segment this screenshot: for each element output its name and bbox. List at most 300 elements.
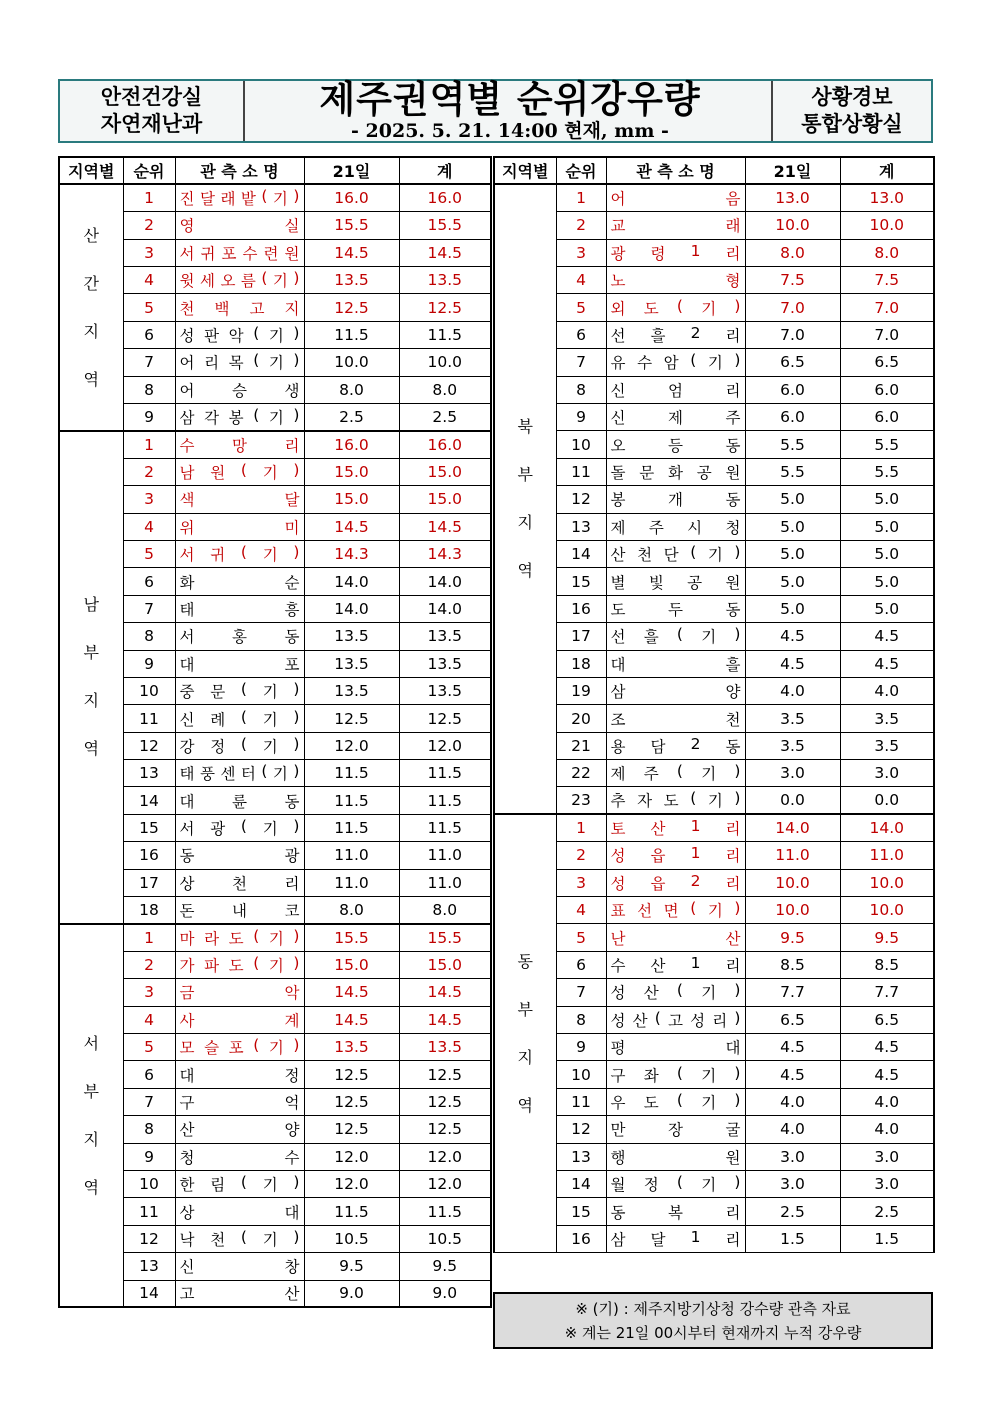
station-name-cell [606, 869, 745, 896]
rank-cell: 3 [123, 239, 175, 266]
rank-cell: 18 [556, 650, 606, 677]
total-rainfall-cell: 13.5 [399, 1034, 491, 1061]
rank-cell: 11 [556, 458, 606, 485]
station-name-cell [606, 404, 745, 431]
total-rainfall-cell: 6.5 [840, 1006, 934, 1033]
station-name-cell [606, 951, 745, 978]
region-name: 동 부 지 역 [517, 951, 533, 1115]
table-row [494, 897, 934, 924]
rank-cell: 7 [123, 595, 175, 622]
table-row [59, 869, 491, 896]
footnote-observation: ※ (기) : 제주지방기상청 강수량 관측 자료 [575, 1299, 851, 1318]
day-rainfall-cell: 10.0 [745, 869, 840, 896]
column-header-station: 관 측 소 명 [175, 157, 304, 184]
day-rainfall-cell: 14.0 [304, 568, 399, 595]
table-row [494, 1116, 934, 1143]
table-header-row [494, 157, 934, 184]
table-row [494, 376, 934, 403]
day-rainfall-cell: 10.0 [745, 897, 840, 924]
day-rainfall-cell: 10.5 [304, 1225, 399, 1252]
day-rainfall-cell: 9.0 [304, 1280, 399, 1307]
rank-cell: 22 [556, 760, 606, 787]
day-rainfall-cell: 13.5 [304, 1034, 399, 1061]
station-name: 윗 세 오 름 ( 기 ) [179, 269, 300, 291]
rank-cell: 20 [556, 705, 606, 732]
rank-cell: 4 [123, 1006, 175, 1033]
rank-cell: 3 [556, 869, 606, 896]
region-name: 서 부 지 역 [83, 1033, 99, 1197]
rank-cell: 1 [123, 924, 175, 951]
station-name: 금 악 [179, 984, 300, 1003]
day-rainfall-cell: 4.5 [745, 623, 840, 650]
day-rainfall-cell: 5.5 [745, 458, 840, 485]
rank-cell: 13 [556, 513, 606, 540]
table-row [494, 1088, 934, 1115]
rank-cell: 1 [123, 431, 175, 458]
day-rainfall-cell: 12.0 [304, 1170, 399, 1197]
station-name: 행 원 [610, 1148, 741, 1167]
rank-cell: 19 [556, 677, 606, 704]
station-name-cell [175, 349, 304, 376]
table-row [59, 1006, 491, 1033]
station-name-cell [175, 1061, 304, 1088]
station-name: 광 령 1 리 [610, 241, 741, 263]
station-name-cell [175, 1198, 304, 1225]
station-name: 삼 양 [610, 683, 741, 702]
station-name: 토 산 1 리 [610, 817, 741, 839]
total-rainfall-cell: 10.5 [399, 1225, 491, 1252]
station-name: 성 산 ( 기 ) [610, 981, 741, 1003]
station-name-cell [606, 568, 745, 595]
total-rainfall-cell: 15.0 [399, 486, 491, 513]
total-rainfall-cell: 15.0 [399, 951, 491, 978]
station-name-cell [175, 787, 304, 814]
total-rainfall-cell: 6.5 [840, 349, 934, 376]
rank-cell: 14 [123, 1280, 175, 1307]
day-rainfall-cell: 16.0 [304, 184, 399, 211]
station-name: 우 도 ( 기 ) [610, 1090, 741, 1112]
total-rainfall-cell: 10.0 [399, 349, 491, 376]
day-rainfall-cell: 11.5 [304, 787, 399, 814]
station-name-cell [606, 184, 745, 211]
station-name: 낙 천 ( 기 ) [179, 1227, 300, 1249]
total-rainfall-cell: 5.0 [840, 486, 934, 513]
rank-cell: 6 [123, 321, 175, 348]
rank-cell: 8 [556, 1006, 606, 1033]
total-rainfall-cell: 4.0 [840, 1116, 934, 1143]
station-name-cell [606, 540, 745, 567]
station-name: 신 제 주 [610, 409, 741, 428]
region-name: 남 부 지 역 [83, 595, 99, 759]
table-row [59, 787, 491, 814]
total-rainfall-cell: 2.5 [399, 404, 491, 431]
total-rainfall-cell: 14.0 [399, 568, 491, 595]
table-row [494, 1061, 934, 1088]
table-row [494, 1143, 934, 1170]
rank-cell: 5 [556, 924, 606, 951]
day-rainfall-cell: 14.5 [304, 513, 399, 540]
station-name-cell [175, 540, 304, 567]
rank-cell: 4 [556, 267, 606, 294]
column-header-region: 지역별 [494, 157, 556, 184]
station-name: 대 흘 [610, 655, 741, 674]
column-header-region: 지역별 [59, 157, 123, 184]
table-row [494, 1170, 934, 1197]
table-row [59, 760, 491, 787]
station-name: 중 문 ( 기 ) [179, 680, 300, 702]
station-name-cell [175, 677, 304, 704]
station-name: 월 정 ( 기 ) [610, 1173, 741, 1195]
rank-cell: 5 [556, 294, 606, 321]
table-row [59, 349, 491, 376]
day-rainfall-cell: 15.0 [304, 458, 399, 485]
total-rainfall-cell: 5.0 [840, 540, 934, 567]
day-rainfall-cell: 16.0 [304, 431, 399, 458]
table-row [59, 1143, 491, 1170]
total-rainfall-cell: 13.0 [840, 184, 934, 211]
station-name: 상 천 리 [179, 874, 300, 893]
day-rainfall-cell: 4.5 [745, 1034, 840, 1061]
station-name-cell [606, 458, 745, 485]
rank-cell: 9 [123, 1143, 175, 1170]
total-rainfall-cell: 9.0 [399, 1280, 491, 1307]
station-name: 어 승 생 [179, 381, 300, 400]
station-name: 영 실 [179, 217, 300, 236]
station-name-cell [175, 842, 304, 869]
table-row [59, 294, 491, 321]
day-rainfall-cell: 7.0 [745, 321, 840, 348]
day-rainfall-cell: 15.0 [304, 951, 399, 978]
station-name-cell [175, 951, 304, 978]
table-row [494, 623, 934, 650]
station-name-cell [175, 814, 304, 841]
day-rainfall-cell: 5.0 [745, 540, 840, 567]
day-rainfall-cell: 6.5 [745, 349, 840, 376]
day-rainfall-cell: 3.5 [745, 705, 840, 732]
day-rainfall-cell: 4.0 [745, 1088, 840, 1115]
total-rainfall-cell: 5.5 [840, 431, 934, 458]
day-rainfall-cell: 15.0 [304, 486, 399, 513]
station-name: 구 좌 ( 기 ) [610, 1063, 741, 1085]
rank-cell: 10 [556, 431, 606, 458]
station-name: 어 리 목 ( 기 ) [179, 351, 300, 373]
total-rainfall-cell: 14.5 [399, 979, 491, 1006]
rank-cell: 8 [123, 623, 175, 650]
total-rainfall-cell: 14.0 [840, 814, 934, 841]
station-name-cell [606, 267, 745, 294]
table-row [494, 1034, 934, 1061]
total-rainfall-cell: 5.5 [840, 458, 934, 485]
rank-cell: 12 [556, 1116, 606, 1143]
station-name: 난 산 [610, 929, 741, 948]
rank-cell: 15 [556, 568, 606, 595]
rank-cell: 1 [123, 184, 175, 211]
rank-cell: 10 [123, 1170, 175, 1197]
column-header-day: 21일 [304, 157, 399, 184]
day-rainfall-cell: 13.0 [745, 184, 840, 211]
total-rainfall-cell: 3.0 [840, 760, 934, 787]
rank-cell: 5 [123, 1034, 175, 1061]
station-name: 동 광 [179, 847, 300, 866]
total-rainfall-cell: 4.5 [840, 623, 934, 650]
station-name: 산 천 단 ( 기 ) [610, 543, 741, 565]
station-name-cell [175, 705, 304, 732]
day-rainfall-cell: 8.5 [745, 951, 840, 978]
day-rainfall-cell: 13.5 [304, 677, 399, 704]
total-rainfall-cell: 10.0 [840, 869, 934, 896]
total-rainfall-cell: 11.5 [399, 760, 491, 787]
rank-cell: 2 [123, 458, 175, 485]
station-name: 대 포 [179, 655, 300, 674]
day-rainfall-cell: 0.0 [745, 787, 840, 814]
rank-cell: 3 [123, 979, 175, 1006]
station-name-cell [606, 677, 745, 704]
station-name: 선 흘 2 리 [610, 324, 741, 346]
table-row [494, 924, 934, 951]
rank-cell: 15 [123, 814, 175, 841]
table-row [494, 486, 934, 513]
total-rainfall-cell: 11.0 [399, 842, 491, 869]
day-rainfall-cell: 14.0 [304, 595, 399, 622]
table-row [59, 184, 491, 211]
station-name-cell [606, 924, 745, 951]
rank-cell: 9 [556, 1034, 606, 1061]
total-rainfall-cell: 3.5 [840, 732, 934, 759]
station-name-cell [606, 842, 745, 869]
department-label [60, 81, 245, 141]
station-name-cell [175, 212, 304, 239]
total-rainfall-cell: 0.0 [840, 787, 934, 814]
station-name: 신 엄 리 [610, 381, 741, 400]
region-label [494, 814, 556, 1252]
day-rainfall-cell: 14.5 [304, 239, 399, 266]
station-name-cell [175, 1225, 304, 1252]
station-name: 평 대 [610, 1039, 741, 1058]
station-name-cell [606, 705, 745, 732]
region-label [59, 184, 123, 431]
station-name: 도 두 동 [610, 600, 741, 619]
station-name-cell [606, 595, 745, 622]
station-name: 서 귀 포 수 련 원 [179, 244, 300, 263]
station-name-cell [175, 568, 304, 595]
rank-cell: 6 [123, 1061, 175, 1088]
total-rainfall-cell: 3.0 [840, 1143, 934, 1170]
day-rainfall-cell: 11.5 [304, 321, 399, 348]
day-rainfall-cell: 11.0 [745, 842, 840, 869]
total-rainfall-cell: 4.5 [840, 650, 934, 677]
station-name: 강 정 ( 기 ) [179, 734, 300, 756]
table-row [59, 1061, 491, 1088]
table-row [59, 376, 491, 403]
station-name-cell [606, 1088, 745, 1115]
station-name-cell [606, 486, 745, 513]
station-name: 조 천 [610, 710, 741, 729]
table-row [494, 650, 934, 677]
table-row [59, 1116, 491, 1143]
station-name-cell [606, 349, 745, 376]
table-row [494, 431, 934, 458]
station-name-cell [606, 212, 745, 239]
station-name: 진 달 래 밭 ( 기 ) [179, 187, 300, 209]
total-rainfall-cell: 8.0 [399, 897, 491, 924]
total-rainfall-cell: 15.5 [399, 924, 491, 951]
day-rainfall-cell: 9.5 [304, 1253, 399, 1280]
table-row [59, 1088, 491, 1115]
total-rainfall-cell: 12.5 [399, 294, 491, 321]
station-name: 대 정 [179, 1066, 300, 1085]
station-name-cell [606, 513, 745, 540]
total-rainfall-cell: 13.5 [399, 677, 491, 704]
station-name-cell [606, 787, 745, 814]
rank-cell: 2 [123, 951, 175, 978]
table-row [59, 1034, 491, 1061]
station-name-cell [175, 732, 304, 759]
table-header-row [59, 157, 491, 184]
column-header-total: 계 [399, 157, 491, 184]
table-row [494, 513, 934, 540]
day-rainfall-cell: 11.0 [304, 842, 399, 869]
day-rainfall-cell: 6.0 [745, 376, 840, 403]
table-row [59, 1253, 491, 1280]
station-name: 돈 내 코 [179, 901, 300, 920]
table-row [494, 979, 934, 1006]
table-row [59, 486, 491, 513]
rank-cell: 16 [123, 842, 175, 869]
table-row [59, 677, 491, 704]
day-rainfall-cell: 2.5 [304, 404, 399, 431]
day-rainfall-cell: 8.0 [304, 897, 399, 924]
table-row [59, 239, 491, 266]
rank-cell: 11 [556, 1088, 606, 1115]
region-label [59, 924, 123, 1307]
table-row [494, 595, 934, 622]
station-name-cell [175, 1034, 304, 1061]
column-header-rank: 순위 [556, 157, 606, 184]
station-name-cell [175, 1006, 304, 1033]
footnote-cumulative: ※ 계는 21일 00시부터 현재까지 누적 강우량 [564, 1323, 862, 1342]
total-rainfall-cell: 13.5 [399, 267, 491, 294]
day-rainfall-cell: 3.0 [745, 1143, 840, 1170]
table-row [59, 1170, 491, 1197]
rank-cell: 7 [123, 1088, 175, 1115]
total-rainfall-cell: 11.5 [399, 321, 491, 348]
day-rainfall-cell: 14.5 [304, 1006, 399, 1033]
station-name: 가 파 도 ( 기 ) [179, 954, 300, 976]
total-rainfall-cell: 11.5 [399, 1198, 491, 1225]
table-row [494, 349, 934, 376]
rank-cell: 5 [123, 294, 175, 321]
day-rainfall-cell: 13.5 [304, 623, 399, 650]
rank-cell: 11 [123, 705, 175, 732]
total-rainfall-cell: 1.5 [840, 1225, 934, 1252]
day-rainfall-cell: 9.5 [745, 924, 840, 951]
rank-cell: 4 [556, 897, 606, 924]
table-row [59, 814, 491, 841]
rank-cell: 10 [556, 1061, 606, 1088]
table-row [59, 404, 491, 431]
total-rainfall-cell: 7.7 [840, 979, 934, 1006]
station-name: 성 읍 1 리 [610, 844, 741, 866]
table-row [494, 404, 934, 431]
station-name-cell [606, 1225, 745, 1252]
total-rainfall-cell: 14.5 [399, 1006, 491, 1033]
report-subtitle: - 2025. 5. 21. 14:00 현재, mm - [351, 120, 669, 142]
station-name: 신 례 ( 기 ) [179, 707, 300, 729]
station-name: 색 달 [179, 491, 300, 510]
total-rainfall-cell: 10.0 [840, 897, 934, 924]
total-rainfall-cell: 11.0 [840, 842, 934, 869]
day-rainfall-cell: 11.5 [304, 1198, 399, 1225]
station-name-cell [175, 404, 304, 431]
table-row [494, 951, 934, 978]
day-rainfall-cell: 12.5 [304, 1116, 399, 1143]
station-name-cell [606, 321, 745, 348]
station-name-cell [606, 294, 745, 321]
column-header-station: 관 측 소 명 [606, 157, 745, 184]
table-row [494, 458, 934, 485]
station-name-cell [175, 869, 304, 896]
table-row [494, 239, 934, 266]
station-name: 수 망 리 [179, 436, 300, 455]
rank-cell: 4 [123, 513, 175, 540]
rank-cell: 9 [123, 650, 175, 677]
station-name-cell [175, 294, 304, 321]
station-name: 상 대 [179, 1203, 300, 1222]
station-name: 청 수 [179, 1148, 300, 1167]
rank-cell: 8 [123, 1116, 175, 1143]
total-rainfall-cell: 7.0 [840, 294, 934, 321]
rank-cell: 14 [556, 1170, 606, 1197]
table-row [494, 760, 934, 787]
total-rainfall-cell: 13.5 [399, 623, 491, 650]
station-name-cell [175, 1116, 304, 1143]
total-rainfall-cell: 3.0 [840, 1170, 934, 1197]
day-rainfall-cell: 10.0 [304, 349, 399, 376]
station-name: 남 원 ( 기 ) [179, 460, 300, 482]
total-rainfall-cell: 15.5 [399, 212, 491, 239]
day-rainfall-cell: 4.5 [745, 650, 840, 677]
report-title: 제주권역별 순위강우량 [319, 78, 701, 121]
total-rainfall-cell: 13.5 [399, 650, 491, 677]
day-rainfall-cell: 3.0 [745, 1170, 840, 1197]
footnotes [493, 1292, 933, 1349]
table-row [494, 787, 934, 814]
station-name-cell [606, 239, 745, 266]
total-rainfall-cell: 5.0 [840, 595, 934, 622]
table-row [59, 431, 491, 458]
day-rainfall-cell: 4.5 [745, 1061, 840, 1088]
station-name-cell [175, 513, 304, 540]
rank-cell: 16 [556, 1225, 606, 1252]
station-name-cell [606, 1006, 745, 1033]
total-rainfall-cell: 9.5 [840, 924, 934, 951]
station-name: 마 라 도 ( 기 ) [179, 926, 300, 948]
table-row [59, 732, 491, 759]
station-name-cell [606, 897, 745, 924]
station-name: 교 래 [610, 217, 741, 236]
station-name: 사 계 [179, 1011, 300, 1030]
column-header-rank: 순위 [123, 157, 175, 184]
station-name: 선 흘 ( 기 ) [610, 625, 741, 647]
total-rainfall-cell: 4.5 [840, 1034, 934, 1061]
report-header [58, 79, 933, 143]
total-rainfall-cell: 4.0 [840, 1088, 934, 1115]
total-rainfall-cell: 3.5 [840, 705, 934, 732]
rank-cell: 17 [556, 623, 606, 650]
rank-cell: 2 [556, 842, 606, 869]
day-rainfall-cell: 12.5 [304, 1088, 399, 1115]
station-name-cell [175, 267, 304, 294]
